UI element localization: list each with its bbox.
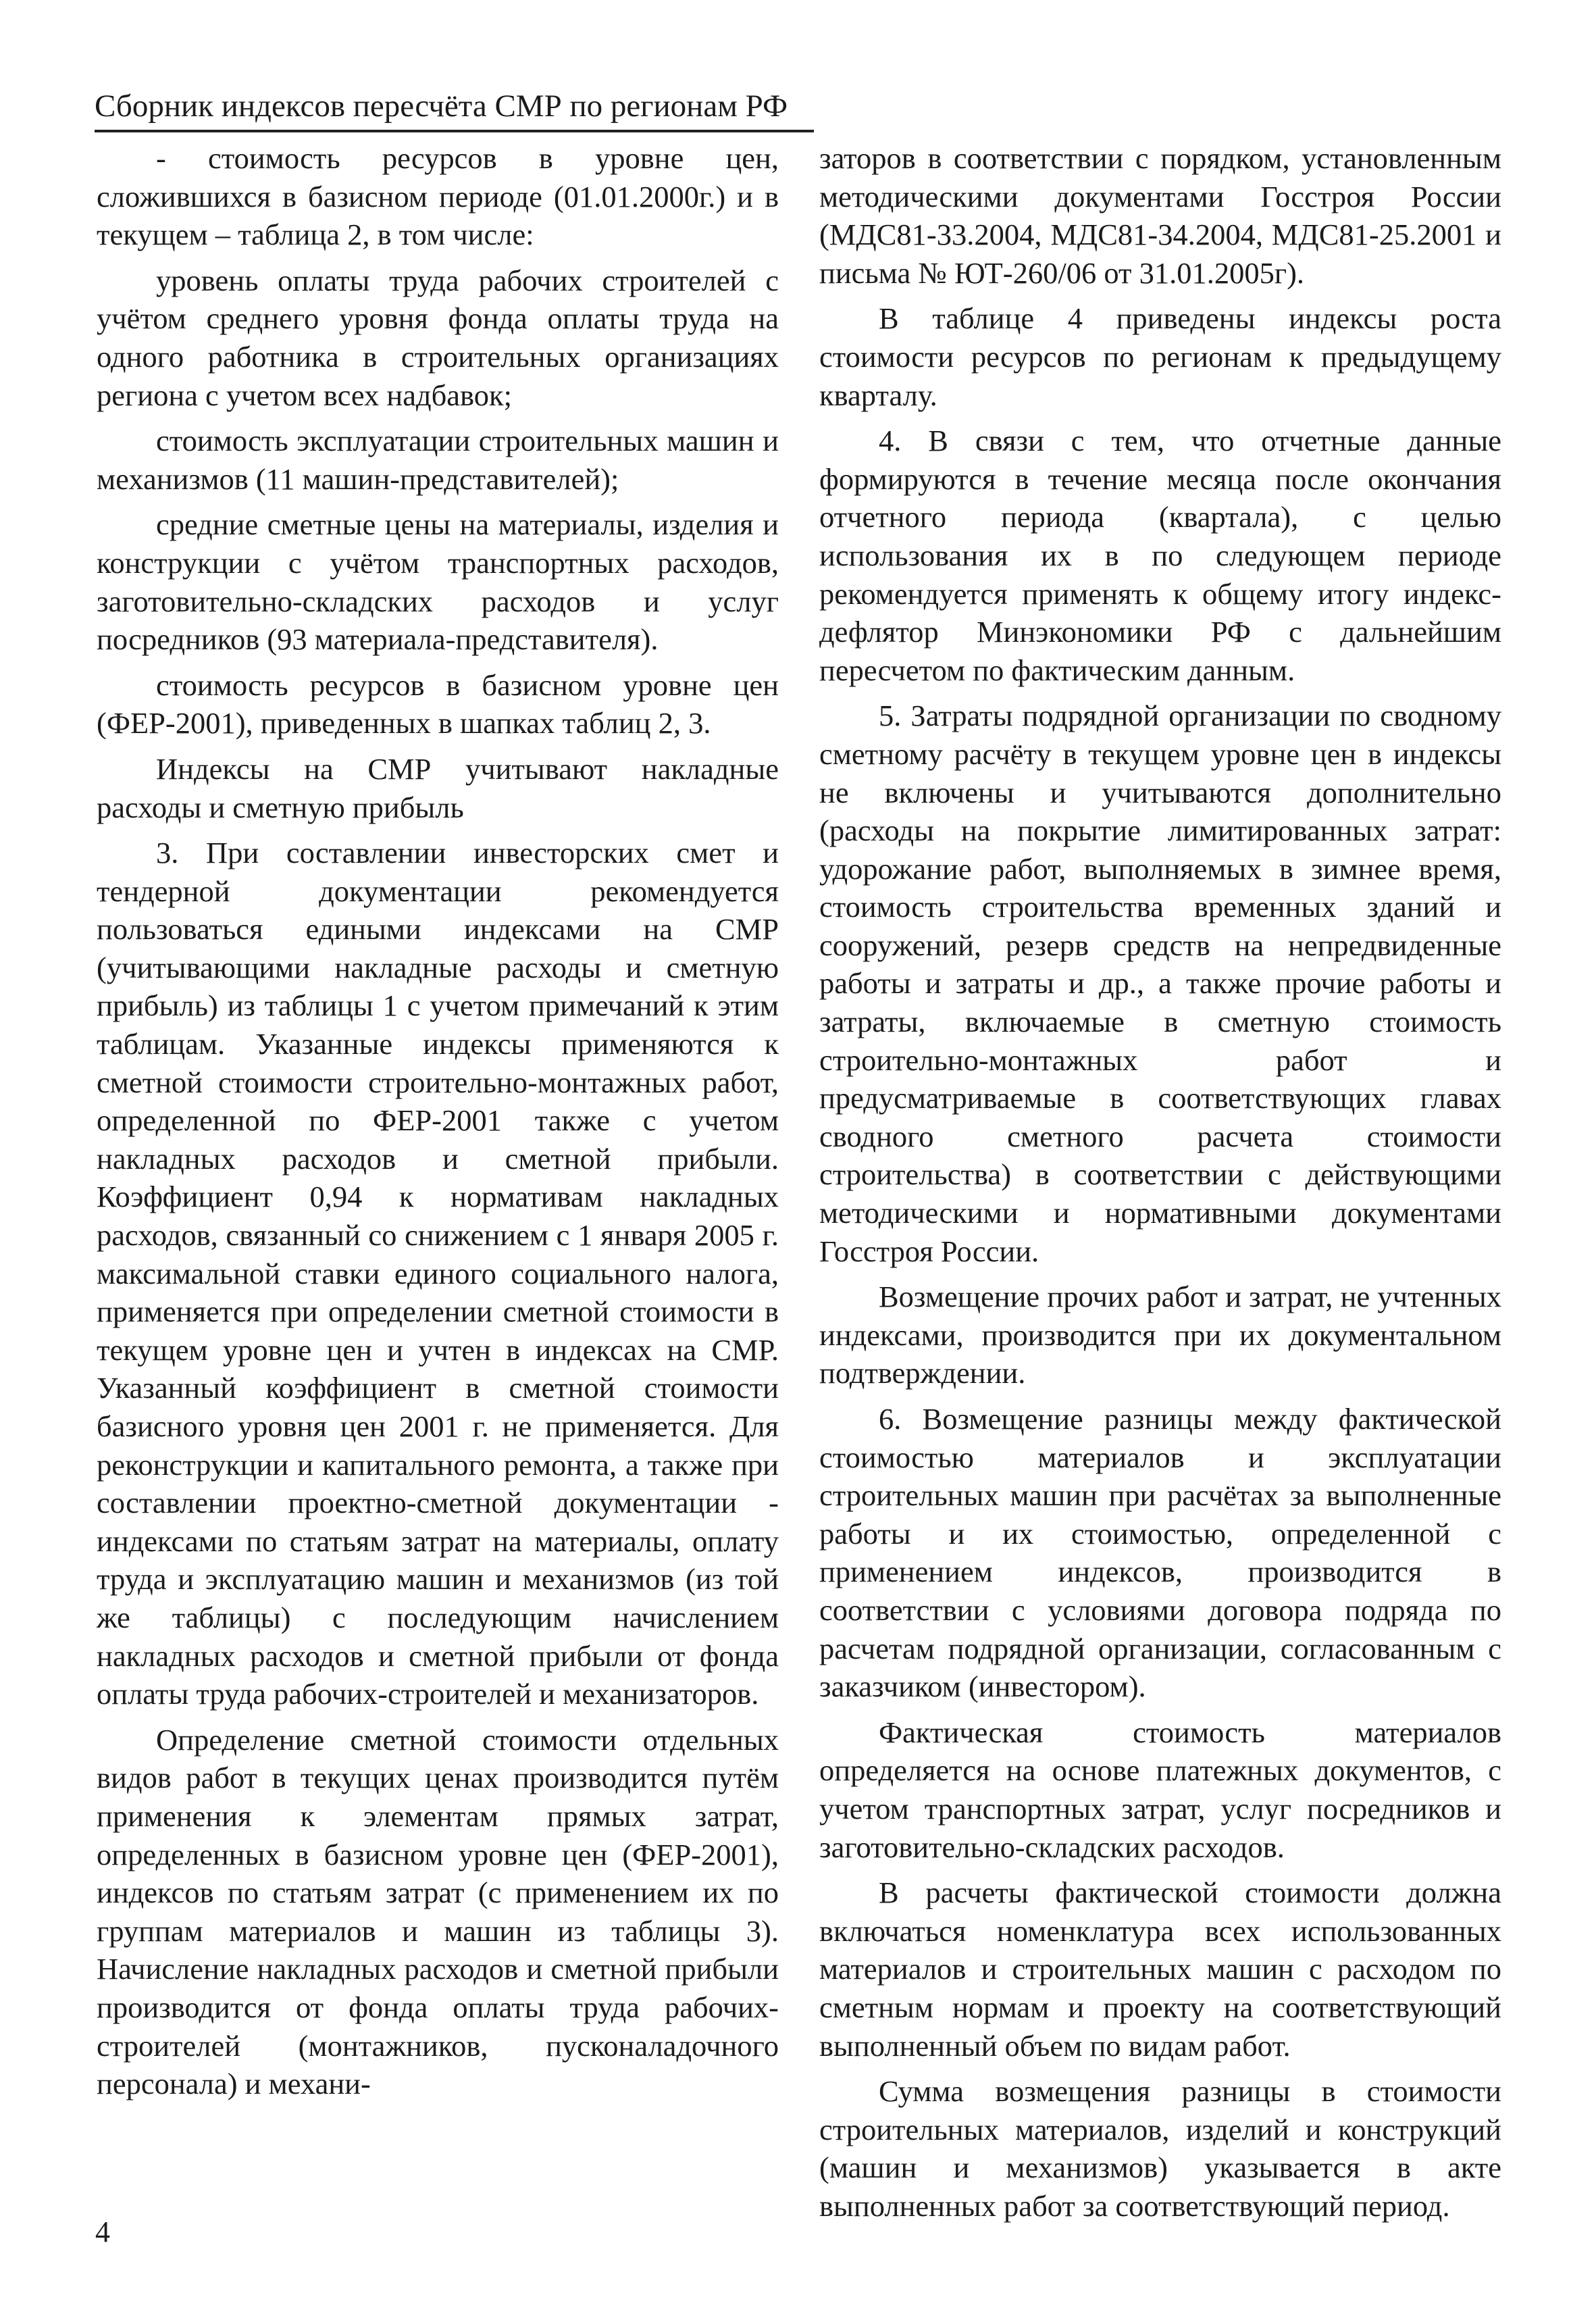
paragraph-resources: - стоимость ресурсов в уровне цен, сложившихся в базисном периоде (01.01.2000г.) и в текущем – таблица 2, в том числе: (97, 141, 779, 252)
paragraph-section-3: 3. При составлении инвесторских смет и тендерной документации рекомендуется пользоваться едиными индексами на СМР (учитывающими накладные расходы и сметную прибыль) из таблицы 1 с учетом примечаний к этим таблицам. Указанные индексы применяются к сметной стоимости строительно-монтажных работ, определенной по ФЕР-2001 также с учетом накладных расходов и сметной прибыли. Коэффициент 0,94 к нормативам накладных расходов, связанный со снижением с 1 января 2005 г. максимальной ставки единого социального налога, применяется при определении сметной стоимости в текущем уровне цен и учтен в индексах на СМР. Указанный коэффициент в сметной стоимости базисного уровня цен 2001 г. не применяется. Для реконструкции и капитального ремонта, а также при составлении проектно-сметной документации - индексами по статьям затрат на материалы, оплату труда и эксплуатацию машин и механизмов (из той же таблицы) с последующим начислением накладных расходов и сметной прибыли от фонда оплаты труда рабочих-строителей и механизаторов. (97, 836, 779, 1711)
page-number: 4 (95, 2215, 110, 2248)
paragraph-section-5: 5. Затраты подрядной организации по сводному сметному расчёту в текущем уровне цен в индексы не включены и учитываются дополнительно (расходы на покрытие лимитированных затрат: удорожание работ, выполняемых в зимнее время, стоимость строительства временных зданий и сооружений, резерв средств на непредвиденные работы и затраты и др., а также прочие работы и затраты, включаемые в сметную стоимость строительно-монтажных работ и предусматриваемые в соответствующих главах сводного сметного расчета стоимости строительства) в соответствии с действующими методическими и нормативными документами Госстроя России. (819, 699, 1501, 1268)
paragraph-difference-sum: Сумма возмещения разницы в стоимости строительных материалов, изделий и конструкций (машин и механизмов) указывается в акте выполненных работ за соответствующий период. (819, 2074, 1501, 2223)
right-column (819, 139, 1501, 2232)
paragraph-actual-cost: Фактическая стоимость материалов определяется на основе платежных документов, с учетом транспортных затрат, услуг посредников и заготовительно-складских расходов. (819, 1715, 1501, 1864)
paragraph-reimbursement: Возмещение прочих работ и затрат, не учтенных индексами, производится при их документальном подтверждении. (819, 1280, 1501, 1390)
running-header: Сборник индексов пересчёта СМР по регионам РФ (95, 89, 788, 124)
paragraph-section-6: 6. Возмещение разницы между фактической стоимостью материалов и эксплуатации строительных машин при расчётах за выполненные работы и их стоимостью, определенной с применением индексов, производится в соответствии с условиями договора подряда по расчетам подрядной организации, согласованным с заказчиком (инвестором). (819, 1402, 1501, 1704)
paragraph-labor-level: уровень оплаты труда рабочих строителей с учётом среднего уровня фонда оплаты труда на одного работника в строительных организациях региона с учетом всех надбавок; (97, 263, 779, 412)
left-column (97, 139, 779, 2111)
paragraph-nomenclature: В расчеты фактической стоимости должна включаться номенклатура всех использованных материалов и строительных машин с расходом по сметным нормам и проекту на соответствующий выполненный объем по видам работ. (819, 1876, 1501, 2063)
paragraph-indices-include: Индексы на СМР учитывают накладные расходы и сметную прибыль (97, 751, 779, 824)
paragraph-continuation: заторов в соответствии с порядком, установленным методическими документами Госстроя России (МДС81-33.2004, МДС81-34.2004, МДС81-25.2001 и письма № ЮТ-260/06 от 31.01.2005г). (819, 141, 1501, 290)
paragraph-material-prices: средние сметные цены на материалы, изделия и конструкции с учётом транспортных расходов, заготовительно-складских расходов и услуг посредников (93 материала-представителя). (97, 507, 779, 657)
paragraph-cost-determination: Определение сметной стоимости отдельных видов работ в текущих ценах производится путём применения к элементам прямых затрат, определенных в базисном уровне цен (ФЕР-2001), индексов по статьям затрат (с применением их по группам материалов и машин из таблицы 3). Начисление накладных расходов и сметной прибыли производится от фонда оплаты труда рабочих-строителей (монтажников, пусконаладочного персонала) и механи- (97, 1722, 779, 2101)
paragraph-table-4: В таблице 4 приведены индексы роста стоимости ресурсов по регионам к предыдущему кварталу. (819, 301, 1501, 412)
paragraph-base-level: стоимость ресурсов в базисном уровне цен (ФЕР-2001), приведенных в шапках таблиц 2, 3. (97, 668, 779, 740)
header-rule (95, 130, 814, 132)
paragraph-machines: стоимость эксплуатации строительных машин и механизмов (11 машин-представителей); (97, 424, 779, 496)
paragraph-section-4: 4. В связи с тем, что отчетные данные формируются в течение месяца после окончания отчетного периода (квартала), с целью использования их в по следующем периоде рекомендуется применять к общему итогу индекс- дефлятор Минэкономики РФ с дальнейшим пересчетом по фактическим данным. (819, 424, 1501, 687)
